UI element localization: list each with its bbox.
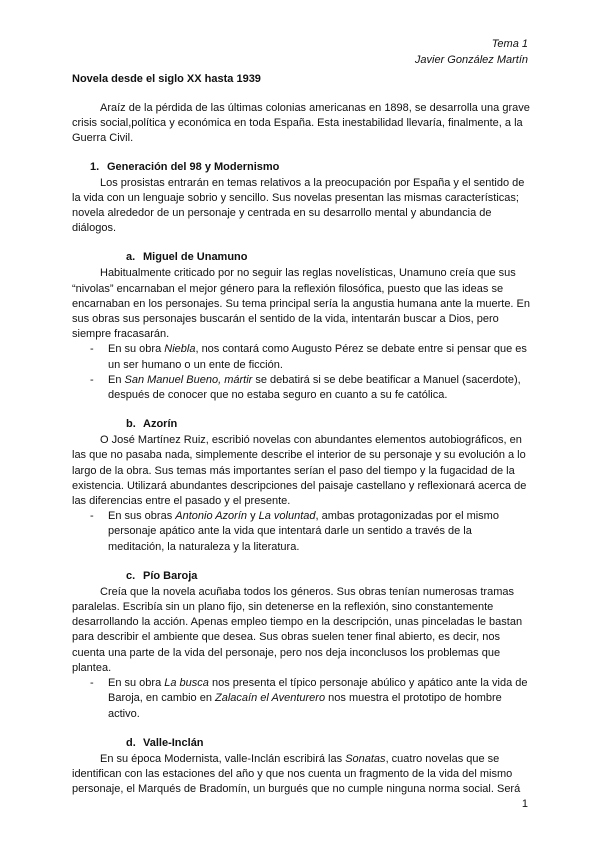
work-title: La busca [164, 677, 209, 690]
subsection-heading-valle-inclan [126, 736, 530, 751]
dash-bullet: - [90, 373, 94, 386]
subsection-heading-unamuno [126, 250, 530, 265]
work-title: Zalacaín el Aventurero [215, 692, 326, 705]
dash-bullet: - [90, 510, 94, 523]
list-text: En [108, 373, 125, 386]
header-author: Javier González Martín [414, 54, 528, 66]
list-text: En su obra [108, 677, 165, 690]
valle-inclan-paragraph [72, 752, 530, 798]
subsection-title: Pío Baroja [143, 569, 198, 582]
subsection-title: Azorín [143, 418, 178, 431]
document-body [72, 101, 530, 797]
section-heading [90, 160, 530, 175]
list-text: En su obra [108, 343, 165, 356]
work-title: Niebla [164, 343, 196, 356]
azorin-paragraph: O José Martínez Ruiz, escribió novelas con abundantes elementos autobiográficos, en las que no pasaba nada, simplemente describe el interior de su personaje y su evolución a lo largo de la obra. Sus temas más importantes serían el paso del tiempo y la fugacidad de la existencia. Utilizará abundantes descripciones del paisaje castellano y reflexionará acerca de las diferencias entre el pasado y el presente. [72, 434, 527, 508]
page-number: 1 [521, 798, 528, 810]
paragraph-text: En su época Modernista, valle-Inclán escribirá las [100, 752, 346, 765]
list-item [72, 509, 530, 555]
list-text: En sus obras [108, 510, 176, 523]
paragraph-text: , cuatro novelas que se identifican con las estaciones del año y que nos cuenta un fragmento de la vida del mismo personaje, el Marqués de Bradomín, un burgués que no cumple ninguna norma social. Será [72, 752, 521, 796]
list-text: nos muestra el prototipo de hombre activo. [108, 692, 502, 720]
baroja-list [72, 676, 530, 722]
list-item [72, 342, 530, 372]
dash-bullet: - [90, 677, 94, 690]
work-title: Antonio Azorín [175, 510, 248, 523]
list-text: nos presenta el típico personaje abúlico y apático ante la vida de Baroja, en cambio en [108, 677, 528, 705]
work-title: Sonatas [345, 752, 386, 765]
work-title: La voluntad [258, 510, 316, 523]
unamuno-paragraph: Habitualmente criticado por no seguir las reglas novelísticas, Unamuno creía que sus “nivolas” encarnaban el mejor género para la reflexión filosófica, puesto que las ideas se encarnaban en los personajes. Su tema principal sería la angustia humana ante la muerte. En sus obras sus personajes buscarán el sentido de la vida, intentarán buscar a Dios, pero siempre fracasarán. [72, 267, 531, 341]
section-number: 1. [90, 160, 100, 173]
subsection-title: Miguel de Unamuno [143, 251, 248, 264]
list-text: y [247, 510, 259, 523]
subsection-heading-azorin [126, 417, 530, 432]
subsection-heading-baroja [126, 569, 530, 584]
subsection-title: Valle-Inclán [143, 736, 204, 749]
subsection-number: d. [126, 736, 136, 749]
document-title: Novela desde el siglo XX hasta 1939 [72, 73, 261, 85]
list-text: , nos contará como Augusto Pérez se debate entre si pensar que es un ser humano o un ente de ficción. [108, 343, 527, 371]
section-paragraph: Los prosistas entrarán en temas relativos a la preocupación por España y el sentido de la vida con un lenguaje sobrio y sencillo. Sus novelas presentan las mismas características; novela alrededor de un personaje y centrada en su desarrollo mental y abundancia de diálogos. [72, 176, 525, 235]
header-topic: Tema 1 [491, 38, 528, 50]
list-text: se debatirá si se debe beatificar a Manuel (sacerdote), después de conocer que no estaba seguro en cuanto a su fe católica. [108, 373, 521, 402]
subsection-number: c. [126, 569, 136, 582]
list-item [72, 373, 530, 403]
azorin-list [72, 509, 530, 555]
unamuno-list [72, 342, 530, 403]
list-item [72, 676, 530, 722]
subsection-number: b. [126, 418, 136, 431]
work-title: San Manuel Bueno, mártir [124, 373, 253, 386]
dash-bullet: - [90, 343, 94, 356]
intro-paragraph: Araíz de la pérdida de las últimas colonias americanas en 1898, se desarrolla una grave crisis social,política y económica en toda España. Esta inestabilidad llevaría, finalmente, a la Guerra Civil. [72, 102, 530, 145]
list-text: , ambas protagonizadas por el mismo personaje apático ante la vida que intentará darle un sentido a través de la meditación, la naturaleza y la literatura. [108, 510, 499, 553]
subsection-number: a. [126, 251, 136, 264]
section-title: Generación del 98 y Modernismo [107, 160, 280, 173]
baroja-paragraph: Creía que la novela acuñaba todos los géneros. Sus obras tenían numerosas tramas paralelas. Escribía sin un plano fijo, sin detenerse en la reflexión, sino constantemente desarrollando la acción. Apenas empleo tiempo en la descripción, unas pinceladas le bastan para describir el ambiente que desea. Sus obras suelen tener final abierto, es decir, nos cuenta una parte de la vida del personaje, pero nos deja inconclusos los problemas que plantea. [72, 585, 523, 674]
